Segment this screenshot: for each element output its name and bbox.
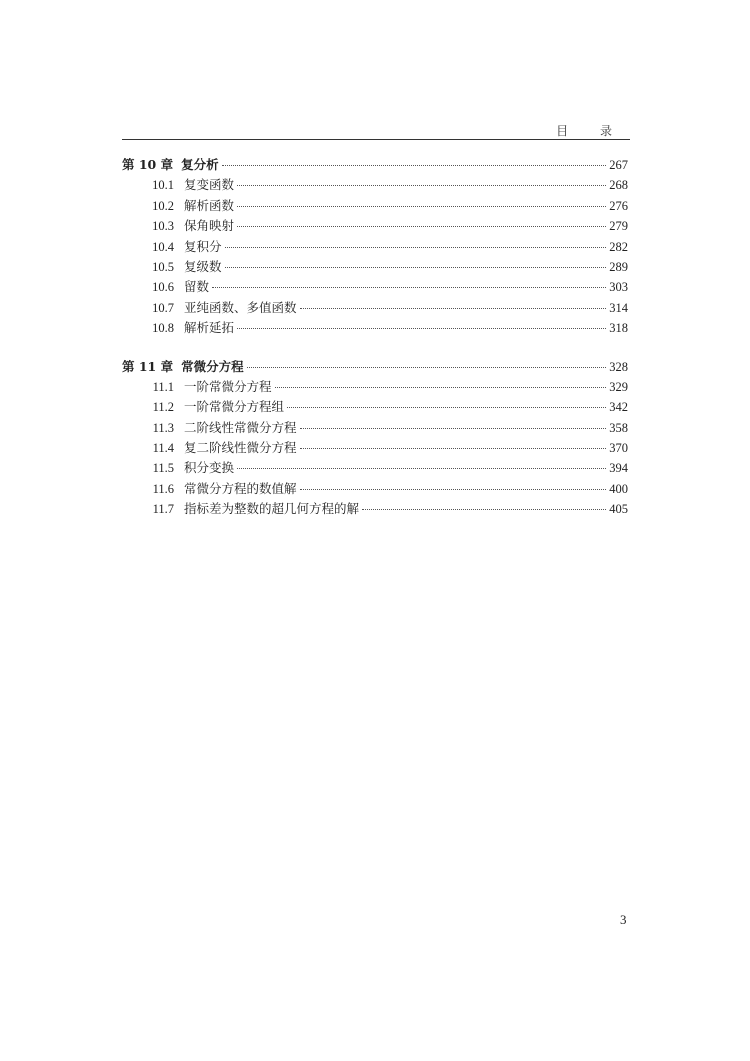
chapter-11	[122, 357, 628, 520]
dot-leader	[300, 428, 607, 429]
section-number: 10.6	[152, 280, 174, 295]
page-number: 318	[609, 321, 628, 336]
page-number: 268	[609, 178, 628, 193]
page-number: 329	[609, 379, 628, 394]
dot-leader	[212, 287, 606, 288]
dot-leader	[300, 448, 607, 449]
toc-entry-section[interactable]	[122, 479, 628, 499]
dot-leader	[225, 267, 607, 268]
toc-entry-section[interactable]	[122, 377, 628, 397]
dot-leader	[275, 387, 607, 388]
page-number: 358	[609, 420, 628, 435]
section-title: 一阶常微分方程	[184, 378, 272, 394]
dot-leader	[237, 468, 606, 469]
section-number: 10.3	[152, 219, 174, 234]
section-title: 一阶常微分方程组	[184, 399, 285, 415]
chapter-number: 第 10 章	[122, 157, 174, 172]
toc-entry-section[interactable]	[122, 216, 628, 236]
toc-entry-section[interactable]	[122, 438, 628, 458]
page-number: 267	[609, 158, 628, 172]
running-header-label: 目 录	[556, 124, 626, 138]
toc-entry-section[interactable]	[122, 196, 628, 216]
section-title: 复积分	[184, 238, 222, 254]
dot-leader	[222, 165, 607, 166]
dot-leader	[300, 308, 607, 309]
dot-leader	[300, 489, 607, 490]
toc-entry-section[interactable]	[122, 237, 628, 257]
section-number: 11.6	[152, 481, 174, 496]
section-title: 留数	[184, 279, 210, 295]
toc-entry-section[interactable]	[122, 458, 628, 478]
section-number: 11.5	[152, 461, 174, 476]
dot-leader	[237, 226, 606, 227]
page-number: 314	[609, 300, 628, 315]
toc-entry-chapter-11[interactable]	[122, 357, 628, 377]
page-number: 370	[609, 441, 628, 456]
section-number: 10.5	[152, 259, 174, 274]
section-title: 复二阶线性微分方程	[184, 440, 297, 456]
dot-leader	[237, 206, 606, 207]
page-number: 303	[609, 280, 628, 295]
dot-leader	[225, 247, 607, 248]
section-number: 11.4	[152, 441, 174, 456]
section-number: 11.1	[152, 379, 174, 394]
toc-entry-section[interactable]	[122, 397, 628, 417]
toc-entry-section[interactable]	[122, 318, 628, 338]
section-title: 复变函数	[184, 177, 235, 193]
page-number: 394	[609, 461, 628, 476]
toc-entry-section[interactable]	[122, 175, 628, 195]
page-number: 342	[609, 400, 628, 415]
page-number: 279	[609, 219, 628, 234]
page-number: 276	[609, 198, 628, 213]
dot-leader	[247, 367, 607, 368]
dot-leader	[362, 509, 606, 510]
page-folio: 3	[620, 912, 627, 927]
toc-entry-section[interactable]	[122, 418, 628, 438]
toc-entry-section[interactable]	[122, 298, 628, 318]
page-number: 328	[609, 359, 628, 374]
section-number: 10.2	[152, 198, 174, 213]
chapter-10	[122, 155, 628, 339]
dot-leader	[287, 407, 606, 408]
section-number: 10.8	[152, 321, 174, 336]
section-title: 常微分方程的数值解	[184, 480, 297, 496]
section-number: 11.2	[152, 400, 174, 415]
section-title: 积分变换	[184, 460, 235, 476]
section-title: 解析函数	[184, 197, 235, 213]
section-number: 11.7	[152, 502, 174, 517]
dot-leader	[237, 185, 606, 186]
table-of-contents	[122, 155, 628, 538]
section-title: 指标差为整数的超几何方程的解	[184, 501, 360, 517]
section-title: 解析延拓	[184, 320, 235, 336]
section-number: 10.7	[152, 300, 174, 315]
toc-entry-section[interactable]	[122, 257, 628, 277]
page-number: 289	[609, 259, 628, 274]
section-title: 二阶线性常微分方程	[184, 419, 297, 435]
dot-leader	[237, 328, 606, 329]
section-number: 11.3	[152, 420, 174, 435]
section-title: 亚纯函数、多值函数	[184, 299, 297, 315]
section-title: 保角映射	[184, 218, 235, 234]
header-rule	[122, 139, 630, 140]
chapter-title: 常微分方程	[181, 358, 244, 374]
toc-entry-section[interactable]	[122, 277, 628, 297]
section-number: 10.1	[152, 178, 174, 193]
section-number: 10.4	[152, 239, 174, 254]
chapter-title: 复分析	[181, 157, 219, 172]
toc-entry-section[interactable]	[122, 499, 628, 519]
section-title: 复级数	[184, 258, 222, 274]
toc-entry-chapter-10[interactable]	[122, 155, 628, 175]
page-number: 282	[609, 239, 628, 254]
page-number: 400	[609, 481, 628, 496]
page-number: 405	[609, 502, 628, 517]
chapter-number: 第 11 章	[122, 358, 174, 374]
